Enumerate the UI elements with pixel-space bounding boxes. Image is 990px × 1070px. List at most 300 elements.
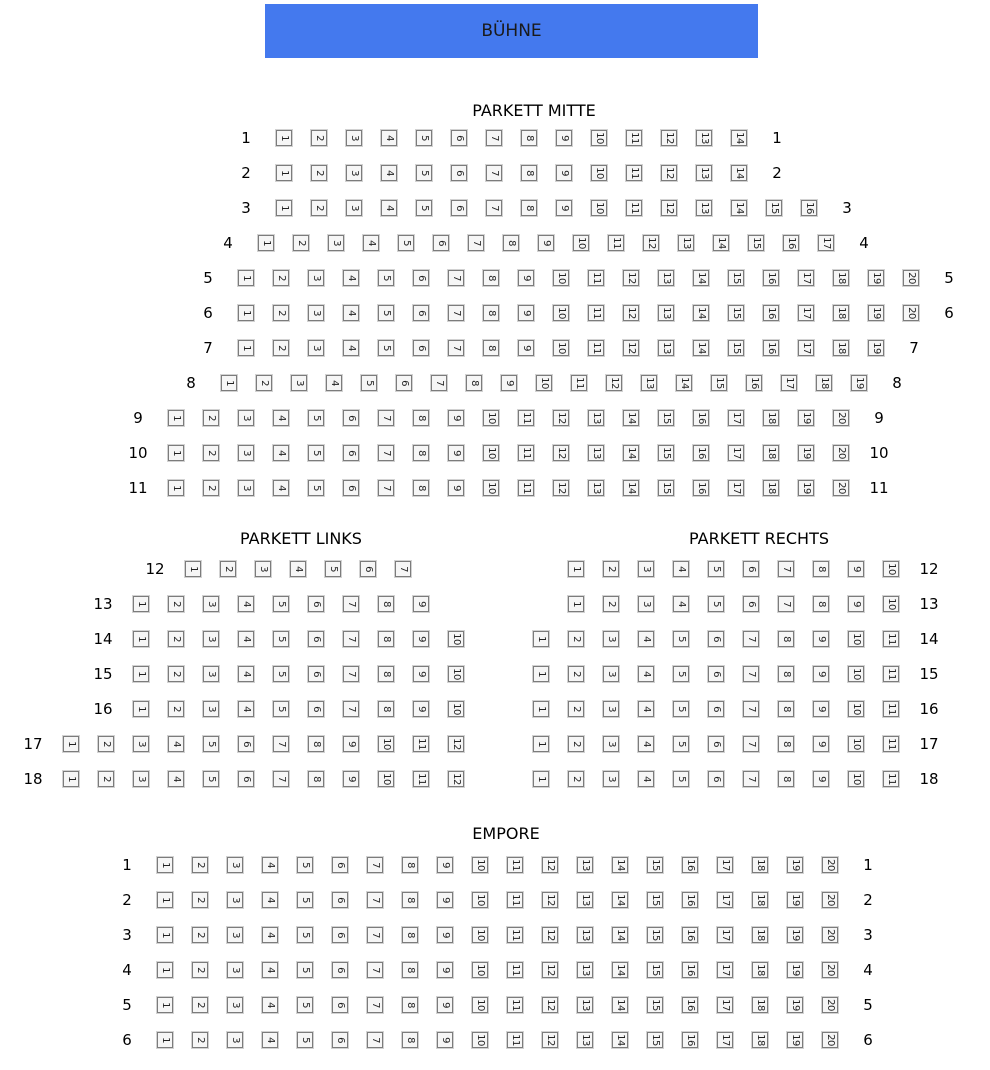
seat[interactable] <box>816 375 832 391</box>
seat[interactable] <box>157 1032 173 1048</box>
seat[interactable] <box>361 375 377 391</box>
seat[interactable] <box>781 375 797 391</box>
seat[interactable] <box>343 771 359 787</box>
seat[interactable] <box>203 771 219 787</box>
seat[interactable] <box>533 631 549 647</box>
seat[interactable] <box>262 997 278 1013</box>
seat[interactable] <box>778 666 794 682</box>
seat[interactable] <box>437 927 453 943</box>
seat[interactable] <box>203 701 219 717</box>
seat[interactable] <box>752 997 768 1013</box>
seat[interactable] <box>238 666 254 682</box>
seat[interactable] <box>798 445 814 461</box>
seat[interactable] <box>638 596 654 612</box>
seat[interactable] <box>533 771 549 787</box>
seat[interactable] <box>308 410 324 426</box>
seat[interactable] <box>763 410 779 426</box>
seat[interactable] <box>787 1032 803 1048</box>
seat[interactable] <box>227 927 243 943</box>
seat[interactable] <box>542 927 558 943</box>
seat[interactable] <box>647 1032 663 1048</box>
seat[interactable] <box>728 340 744 356</box>
seat[interactable] <box>752 927 768 943</box>
seat[interactable] <box>868 340 884 356</box>
seat[interactable] <box>262 962 278 978</box>
seat[interactable] <box>367 1032 383 1048</box>
seat[interactable] <box>360 561 376 577</box>
seat[interactable] <box>332 927 348 943</box>
seat[interactable] <box>518 480 534 496</box>
seat[interactable] <box>682 892 698 908</box>
seat[interactable] <box>238 270 254 286</box>
seat[interactable] <box>693 445 709 461</box>
seat[interactable] <box>778 771 794 787</box>
seat[interactable] <box>763 340 779 356</box>
seat[interactable] <box>623 445 639 461</box>
seat[interactable] <box>468 235 484 251</box>
seat[interactable] <box>308 340 324 356</box>
seat[interactable] <box>612 1032 628 1048</box>
seat[interactable] <box>472 962 488 978</box>
seat[interactable] <box>822 1032 838 1048</box>
seat[interactable] <box>378 771 394 787</box>
seat[interactable] <box>262 927 278 943</box>
seat[interactable] <box>203 736 219 752</box>
seat[interactable] <box>638 701 654 717</box>
seat[interactable] <box>98 736 114 752</box>
seat[interactable] <box>673 631 689 647</box>
seat[interactable] <box>682 997 698 1013</box>
seat[interactable] <box>378 480 394 496</box>
seat[interactable] <box>778 561 794 577</box>
seat[interactable] <box>693 305 709 321</box>
seat[interactable] <box>472 892 488 908</box>
seat[interactable] <box>378 596 394 612</box>
seat[interactable] <box>402 1032 418 1048</box>
seat[interactable] <box>437 892 453 908</box>
seat[interactable] <box>343 445 359 461</box>
seat[interactable] <box>276 165 292 181</box>
seat[interactable] <box>332 857 348 873</box>
seat[interactable] <box>798 480 814 496</box>
seat[interactable] <box>848 631 864 647</box>
seat[interactable] <box>798 270 814 286</box>
seat[interactable] <box>696 130 712 146</box>
seat[interactable] <box>448 701 464 717</box>
seat[interactable] <box>612 927 628 943</box>
seat[interactable] <box>507 962 523 978</box>
seat[interactable] <box>717 857 733 873</box>
seat[interactable] <box>308 631 324 647</box>
seat[interactable] <box>731 130 747 146</box>
seat[interactable] <box>367 927 383 943</box>
seat[interactable] <box>822 997 838 1013</box>
seat[interactable] <box>518 305 534 321</box>
seat[interactable] <box>658 445 674 461</box>
seat[interactable] <box>708 666 724 682</box>
seat[interactable] <box>542 857 558 873</box>
seat[interactable] <box>402 927 418 943</box>
seat[interactable] <box>868 305 884 321</box>
seat[interactable] <box>276 200 292 216</box>
seat[interactable] <box>708 596 724 612</box>
seat[interactable] <box>573 235 589 251</box>
seat[interactable] <box>798 340 814 356</box>
seat[interactable] <box>378 736 394 752</box>
seat[interactable] <box>591 130 607 146</box>
seat[interactable] <box>647 927 663 943</box>
seat[interactable] <box>157 962 173 978</box>
seat[interactable] <box>603 596 619 612</box>
seat[interactable] <box>822 962 838 978</box>
seat[interactable] <box>748 235 764 251</box>
seat[interactable] <box>682 1032 698 1048</box>
seat[interactable] <box>883 596 899 612</box>
seat[interactable] <box>486 200 502 216</box>
seat[interactable] <box>868 270 884 286</box>
seat[interactable] <box>416 165 432 181</box>
seat[interactable] <box>472 927 488 943</box>
seat[interactable] <box>693 270 709 286</box>
seat[interactable] <box>612 892 628 908</box>
seat[interactable] <box>623 305 639 321</box>
seat[interactable] <box>448 771 464 787</box>
seat[interactable] <box>568 596 584 612</box>
seat[interactable] <box>661 130 677 146</box>
seat[interactable] <box>638 736 654 752</box>
seat[interactable] <box>451 130 467 146</box>
seat[interactable] <box>603 701 619 717</box>
seat[interactable] <box>658 480 674 496</box>
seat[interactable] <box>168 771 184 787</box>
seat[interactable] <box>308 666 324 682</box>
seat[interactable] <box>693 480 709 496</box>
seat[interactable] <box>262 892 278 908</box>
seat[interactable] <box>591 200 607 216</box>
seat[interactable] <box>728 410 744 426</box>
seat[interactable] <box>813 561 829 577</box>
seat[interactable] <box>192 857 208 873</box>
seat[interactable] <box>798 305 814 321</box>
seat[interactable] <box>192 997 208 1013</box>
seat[interactable] <box>273 666 289 682</box>
seat[interactable] <box>588 445 604 461</box>
seat[interactable] <box>661 200 677 216</box>
seat[interactable] <box>731 165 747 181</box>
seat[interactable] <box>903 270 919 286</box>
seat[interactable] <box>227 857 243 873</box>
seat[interactable] <box>448 305 464 321</box>
seat[interactable] <box>682 857 698 873</box>
seat[interactable] <box>507 997 523 1013</box>
seat[interactable] <box>328 235 344 251</box>
seat[interactable] <box>346 130 362 146</box>
seat[interactable] <box>381 200 397 216</box>
seat[interactable] <box>542 1032 558 1048</box>
seat[interactable] <box>588 305 604 321</box>
seat[interactable] <box>903 305 919 321</box>
seat[interactable] <box>577 1032 593 1048</box>
seat[interactable] <box>553 305 569 321</box>
seat[interactable] <box>168 596 184 612</box>
seat[interactable] <box>483 305 499 321</box>
seat[interactable] <box>133 771 149 787</box>
seat[interactable] <box>883 561 899 577</box>
seat[interactable] <box>533 701 549 717</box>
seat[interactable] <box>798 410 814 426</box>
seat[interactable] <box>577 892 593 908</box>
seat[interactable] <box>433 235 449 251</box>
seat[interactable] <box>778 631 794 647</box>
seat[interactable] <box>743 631 759 647</box>
seat[interactable] <box>822 927 838 943</box>
seat[interactable] <box>256 375 272 391</box>
seat[interactable] <box>673 666 689 682</box>
seat[interactable] <box>448 445 464 461</box>
seat[interactable] <box>507 892 523 908</box>
seat[interactable] <box>472 857 488 873</box>
seat[interactable] <box>708 771 724 787</box>
seat[interactable] <box>717 892 733 908</box>
seat[interactable] <box>133 666 149 682</box>
seat[interactable] <box>542 997 558 1013</box>
seat[interactable] <box>787 962 803 978</box>
seat[interactable] <box>308 736 324 752</box>
seat[interactable] <box>466 375 482 391</box>
seat[interactable] <box>612 997 628 1013</box>
seat[interactable] <box>297 857 313 873</box>
seat[interactable] <box>343 596 359 612</box>
seat[interactable] <box>708 701 724 717</box>
seat[interactable] <box>521 165 537 181</box>
seat[interactable] <box>518 270 534 286</box>
seat[interactable] <box>238 631 254 647</box>
seat[interactable] <box>571 375 587 391</box>
seat[interactable] <box>343 410 359 426</box>
seat[interactable] <box>297 1032 313 1048</box>
seat[interactable] <box>238 596 254 612</box>
seat[interactable] <box>416 130 432 146</box>
seat[interactable] <box>273 410 289 426</box>
seat[interactable] <box>787 997 803 1013</box>
seat[interactable] <box>273 631 289 647</box>
seat[interactable] <box>486 130 502 146</box>
seat[interactable] <box>678 235 694 251</box>
seat[interactable] <box>416 200 432 216</box>
seat[interactable] <box>848 771 864 787</box>
seat[interactable] <box>521 130 537 146</box>
seat[interactable] <box>448 270 464 286</box>
seat[interactable] <box>273 480 289 496</box>
seat[interactable] <box>626 130 642 146</box>
seat[interactable] <box>647 857 663 873</box>
seat[interactable] <box>346 200 362 216</box>
seat[interactable] <box>717 1032 733 1048</box>
seat[interactable] <box>378 445 394 461</box>
seat[interactable] <box>763 270 779 286</box>
seat[interactable] <box>658 340 674 356</box>
seat[interactable] <box>603 631 619 647</box>
seat[interactable] <box>402 997 418 1013</box>
seat[interactable] <box>693 410 709 426</box>
seat[interactable] <box>238 305 254 321</box>
seat[interactable] <box>608 235 624 251</box>
seat[interactable] <box>518 340 534 356</box>
seat[interactable] <box>311 165 327 181</box>
seat[interactable] <box>518 410 534 426</box>
seat[interactable] <box>501 375 517 391</box>
seat[interactable] <box>227 1032 243 1048</box>
seat[interactable] <box>367 962 383 978</box>
seat[interactable] <box>483 410 499 426</box>
seat[interactable] <box>192 927 208 943</box>
seat[interactable] <box>381 130 397 146</box>
seat[interactable] <box>395 561 411 577</box>
seat[interactable] <box>556 200 572 216</box>
seat[interactable] <box>743 736 759 752</box>
seat[interactable] <box>813 666 829 682</box>
seat[interactable] <box>641 375 657 391</box>
seat[interactable] <box>262 1032 278 1048</box>
seat[interactable] <box>708 561 724 577</box>
seat[interactable] <box>437 962 453 978</box>
seat[interactable] <box>192 892 208 908</box>
seat[interactable] <box>402 892 418 908</box>
seat[interactable] <box>556 165 572 181</box>
seat[interactable] <box>883 736 899 752</box>
seat[interactable] <box>332 997 348 1013</box>
seat[interactable] <box>553 340 569 356</box>
seat[interactable] <box>437 857 453 873</box>
seat[interactable] <box>168 410 184 426</box>
seat[interactable] <box>626 200 642 216</box>
seat[interactable] <box>451 165 467 181</box>
seat[interactable] <box>157 927 173 943</box>
seat[interactable] <box>588 340 604 356</box>
seat[interactable] <box>623 410 639 426</box>
seat[interactable] <box>717 997 733 1013</box>
seat[interactable] <box>290 561 306 577</box>
seat[interactable] <box>168 666 184 682</box>
seat[interactable] <box>451 200 467 216</box>
seat[interactable] <box>626 165 642 181</box>
seat[interactable] <box>308 305 324 321</box>
seat[interactable] <box>297 962 313 978</box>
seat[interactable] <box>833 305 849 321</box>
seat[interactable] <box>238 410 254 426</box>
seat[interactable] <box>413 305 429 321</box>
seat[interactable] <box>676 375 692 391</box>
seat[interactable] <box>238 701 254 717</box>
seat[interactable] <box>848 666 864 682</box>
seat[interactable] <box>332 962 348 978</box>
seat[interactable] <box>273 305 289 321</box>
seat[interactable] <box>157 892 173 908</box>
seat[interactable] <box>343 701 359 717</box>
seat[interactable] <box>647 997 663 1013</box>
seat[interactable] <box>658 305 674 321</box>
seat[interactable] <box>658 410 674 426</box>
seat[interactable] <box>833 270 849 286</box>
seat[interactable] <box>291 375 307 391</box>
seat[interactable] <box>591 165 607 181</box>
seat[interactable] <box>367 892 383 908</box>
seat[interactable] <box>851 375 867 391</box>
seat[interactable] <box>612 857 628 873</box>
seat[interactable] <box>332 1032 348 1048</box>
seat[interactable] <box>413 771 429 787</box>
seat[interactable] <box>262 857 278 873</box>
seat[interactable] <box>297 997 313 1013</box>
seat[interactable] <box>588 270 604 286</box>
seat[interactable] <box>413 596 429 612</box>
seat[interactable] <box>752 892 768 908</box>
seat[interactable] <box>185 561 201 577</box>
seat[interactable] <box>606 375 622 391</box>
seat[interactable] <box>297 892 313 908</box>
seat[interactable] <box>603 771 619 787</box>
seat[interactable] <box>743 701 759 717</box>
seat[interactable] <box>623 480 639 496</box>
seat[interactable] <box>227 997 243 1013</box>
seat[interactable] <box>577 857 593 873</box>
seat[interactable] <box>98 771 114 787</box>
seat[interactable] <box>238 340 254 356</box>
seat[interactable] <box>848 561 864 577</box>
seat[interactable] <box>553 445 569 461</box>
seat[interactable] <box>556 130 572 146</box>
seat[interactable] <box>612 962 628 978</box>
seat[interactable] <box>472 997 488 1013</box>
seat[interactable] <box>883 666 899 682</box>
seat[interactable] <box>568 666 584 682</box>
seat[interactable] <box>883 771 899 787</box>
seat[interactable] <box>343 305 359 321</box>
seat[interactable] <box>157 997 173 1013</box>
seat[interactable] <box>343 631 359 647</box>
seat[interactable] <box>673 596 689 612</box>
seat[interactable] <box>623 270 639 286</box>
seat[interactable] <box>378 631 394 647</box>
seat[interactable] <box>752 857 768 873</box>
seat[interactable] <box>766 200 782 216</box>
seat[interactable] <box>848 736 864 752</box>
seat[interactable] <box>553 480 569 496</box>
seat[interactable] <box>728 480 744 496</box>
seat[interactable] <box>763 480 779 496</box>
seat[interactable] <box>763 305 779 321</box>
seat[interactable] <box>542 962 558 978</box>
seat[interactable] <box>483 445 499 461</box>
seat[interactable] <box>378 701 394 717</box>
seat[interactable] <box>203 410 219 426</box>
seat[interactable] <box>696 165 712 181</box>
seat[interactable] <box>848 701 864 717</box>
seat[interactable] <box>63 736 79 752</box>
seat[interactable] <box>833 410 849 426</box>
seat[interactable] <box>168 701 184 717</box>
seat[interactable] <box>507 1032 523 1048</box>
seat[interactable] <box>308 701 324 717</box>
seat[interactable] <box>311 130 327 146</box>
seat[interactable] <box>743 666 759 682</box>
seat[interactable] <box>813 771 829 787</box>
seat[interactable] <box>638 561 654 577</box>
seat[interactable] <box>273 340 289 356</box>
seat[interactable] <box>483 270 499 286</box>
seat[interactable] <box>696 200 712 216</box>
seat[interactable] <box>378 270 394 286</box>
